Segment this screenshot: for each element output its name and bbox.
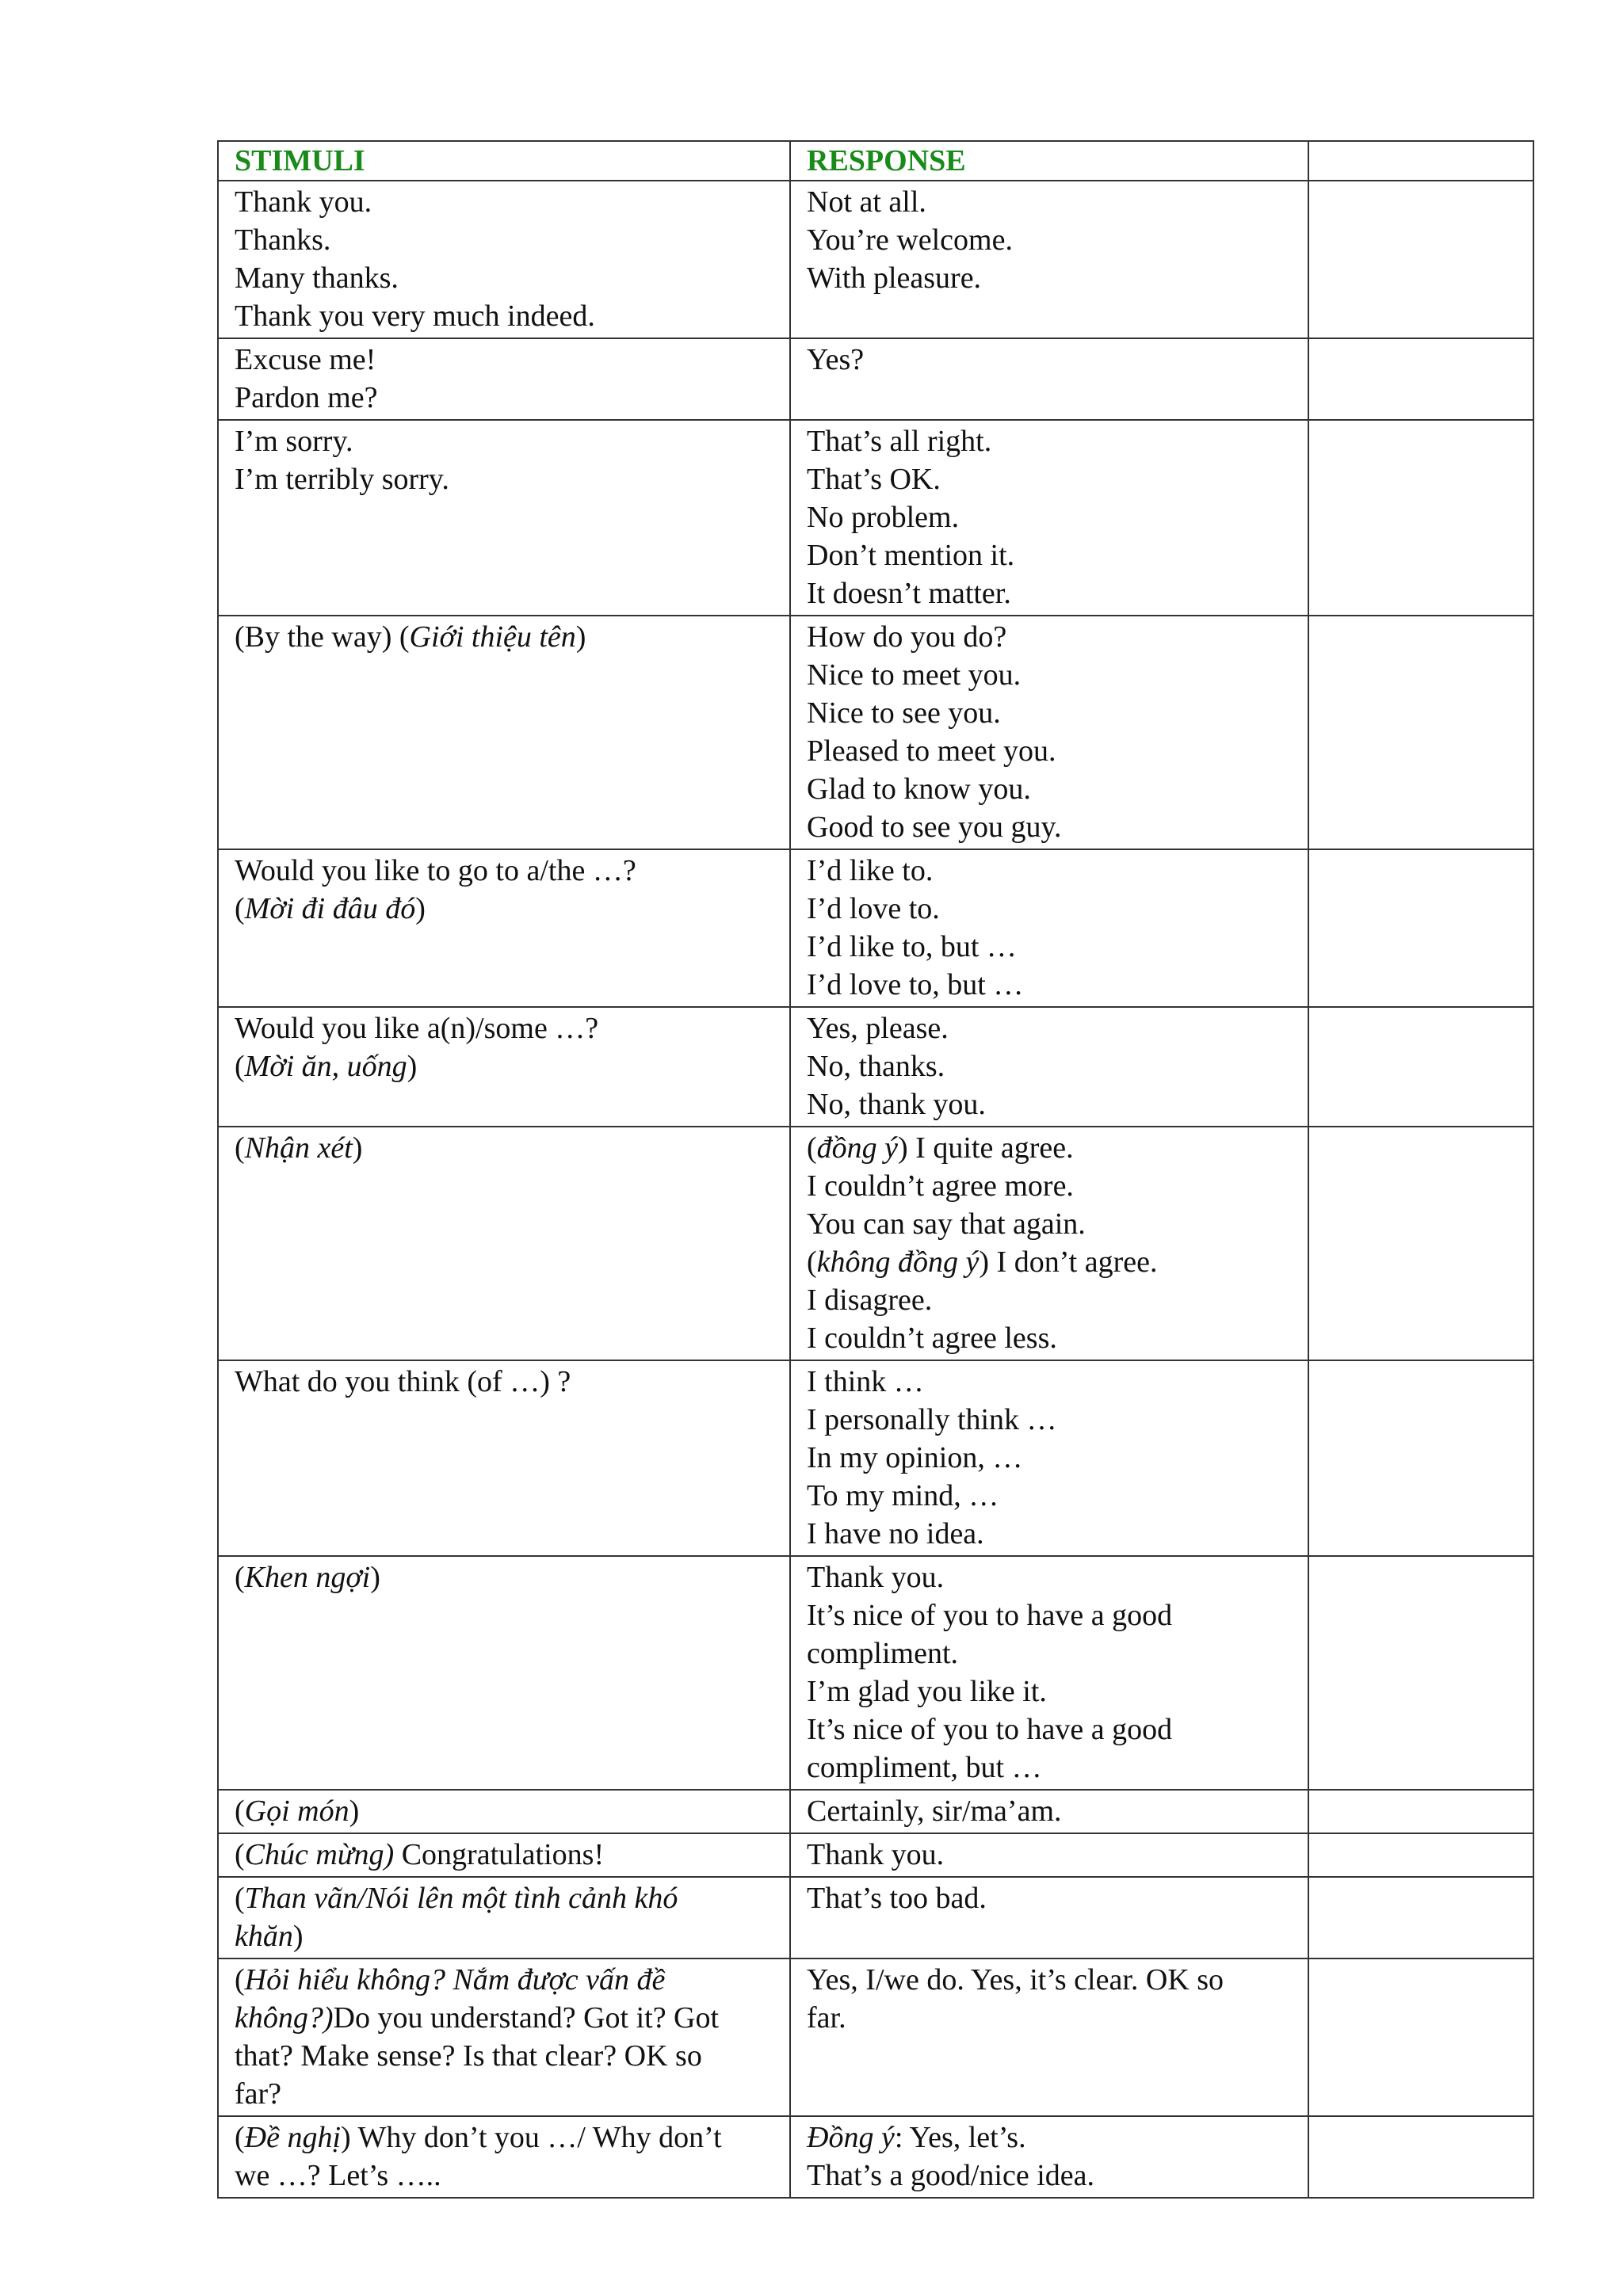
response-cell <box>790 338 1308 420</box>
table-row <box>218 2116 1533 2198</box>
stimuli-cell <box>218 616 790 849</box>
table-row <box>218 420 1533 616</box>
text: ) Why don’t you …/ Why don’t <box>341 2121 722 2154</box>
cell-line <box>807 1129 1295 1167</box>
cell-line <box>807 1515 1295 1553</box>
extra-cell <box>1308 616 1533 849</box>
cell-line <box>235 1879 777 1917</box>
text: we …? Let’s ….. <box>235 2159 441 2192</box>
text: No, thank you. <box>807 1088 986 1121</box>
table-row <box>218 1556 1533 1790</box>
cell-line <box>807 1672 1295 1711</box>
text: that? Make sense? Is that clear? OK so <box>235 2039 702 2073</box>
cell-line <box>235 1129 777 1167</box>
cell-line <box>807 1363 1295 1401</box>
text: How do you do? <box>807 620 1007 654</box>
text: That’s all right. <box>807 425 992 458</box>
text: (By the way) ( <box>235 620 410 654</box>
response-cell <box>790 1360 1308 1556</box>
cell-line <box>235 890 777 928</box>
cell-line <box>235 2157 777 2195</box>
text: I’d love to. <box>807 892 940 925</box>
stimuli-cell <box>218 338 790 420</box>
text: ) <box>407 1050 418 1083</box>
italic-text: Đề nghị <box>244 2121 342 2154</box>
cell-line <box>235 1009 777 1047</box>
cell-line <box>235 1047 777 1085</box>
text: Pleased to meet you. <box>807 734 1056 768</box>
response-cell <box>790 2116 1308 2198</box>
text: Thanks. <box>235 223 331 257</box>
stimuli-cell <box>218 181 790 338</box>
text: It doesn’t matter. <box>807 577 1011 610</box>
cell-line <box>807 259 1295 297</box>
text: It’s nice of you to have a good <box>807 1599 1173 1632</box>
text: far? <box>235 2077 282 2111</box>
italic-text: Mời đi đâu đó <box>244 892 416 925</box>
cell-line <box>807 656 1295 694</box>
extra-cell <box>1308 181 1533 338</box>
response-cell <box>790 1958 1308 2116</box>
text: You’re welcome. <box>807 223 1013 257</box>
text: Would you like to go to a/the …? <box>235 854 636 887</box>
cell-line <box>807 1439 1295 1477</box>
stimuli-cell <box>218 420 790 616</box>
cell-line <box>235 2075 777 2113</box>
cell-line <box>807 808 1295 846</box>
extra-cell <box>1308 1790 1533 1833</box>
italic-text: Chúc mừng) <box>244 1838 395 1871</box>
cell-line <box>807 1836 1295 1874</box>
text: Good to see you guy. <box>807 810 1062 844</box>
stimuli-cell <box>218 1877 790 1958</box>
text: Glad to know you. <box>807 772 1031 806</box>
text: Would you like a(n)/some …? <box>235 1012 599 1045</box>
text: To my mind, … <box>807 1479 999 1512</box>
extra-cell <box>1308 1127 1533 1360</box>
text: Pardon me? <box>235 381 378 414</box>
extra-cell <box>1308 1556 1533 1790</box>
text: Certainly, sir/ma’am. <box>807 1794 1062 1828</box>
text: far. <box>807 2001 846 2035</box>
header-response: RESPONSE <box>790 141 1308 181</box>
text: That’s OK. <box>807 463 941 496</box>
cell-line <box>807 1711 1295 1749</box>
text: I have no idea. <box>807 1517 984 1550</box>
table-header-row <box>218 141 1533 181</box>
text: : Yes, let’s. <box>894 2121 1026 2154</box>
text: Yes, please. <box>807 1012 949 1045</box>
cell-line <box>807 460 1295 498</box>
cell-line <box>807 1558 1295 1596</box>
stimuli-cell <box>218 1556 790 1790</box>
cell-line <box>807 1047 1295 1085</box>
cell-line <box>807 2157 1295 2195</box>
text: ( <box>235 1050 245 1083</box>
cell-line <box>807 1085 1295 1123</box>
table-row <box>218 849 1533 1007</box>
text: ( <box>235 1794 245 1828</box>
cell-line <box>807 1477 1295 1515</box>
text: ( <box>235 1131 245 1165</box>
cell-line <box>235 1836 777 1874</box>
stimuli-cell <box>218 2116 790 2198</box>
text: No problem. <box>807 501 960 534</box>
text: What do you think (of …) ? <box>235 1365 571 1398</box>
extra-cell <box>1308 1360 1533 1556</box>
cell-line <box>807 1596 1295 1634</box>
text: That’s too bad. <box>807 1882 987 1915</box>
text: I couldn’t agree more. <box>807 1169 1074 1203</box>
extra-cell <box>1308 849 1533 1007</box>
cell-line <box>235 1999 777 2037</box>
extra-cell <box>1308 338 1533 420</box>
italic-text: Đồng ý <box>807 2121 895 2154</box>
cell-line <box>807 1961 1295 1999</box>
cell-line <box>807 1205 1295 1243</box>
response-cell <box>790 616 1308 849</box>
text: Excuse me! <box>235 343 376 376</box>
cell-line <box>807 890 1295 928</box>
text: compliment, but … <box>807 1751 1042 1784</box>
text: I’d like to, but … <box>807 930 1017 963</box>
cell-line <box>807 1879 1295 1917</box>
italic-text: không đồng ý <box>816 1245 980 1279</box>
cell-line <box>807 1319 1295 1357</box>
stimuli-cell <box>218 1833 790 1877</box>
cell-line <box>807 183 1295 221</box>
text: ( <box>235 2121 245 2154</box>
text: ( <box>235 1561 245 1594</box>
text: ( <box>235 1963 245 1997</box>
text: Do you understand? Got it? Got <box>333 2001 720 2035</box>
cell-line <box>807 928 1295 966</box>
text: That’s a good/nice idea. <box>807 2159 1094 2192</box>
extra-cell <box>1308 2116 1533 2198</box>
cell-line <box>807 1243 1295 1281</box>
extra-cell <box>1308 1958 1533 2116</box>
cell-line <box>807 770 1295 808</box>
cell-line <box>235 2119 777 2157</box>
cell-line <box>807 852 1295 890</box>
cell-line <box>807 966 1295 1004</box>
cell-line <box>235 1363 777 1401</box>
cell-line <box>807 422 1295 460</box>
text: I’m glad you like it. <box>807 1675 1047 1708</box>
text: Many thanks. <box>235 261 399 295</box>
cell-line <box>235 1961 777 1999</box>
cell-line <box>807 1999 1295 2037</box>
stimuli-cell <box>218 1958 790 2116</box>
text: Yes? <box>807 343 865 376</box>
table-row <box>218 1127 1533 1360</box>
text: Thank you. <box>807 1561 945 1594</box>
table-row <box>218 1007 1533 1127</box>
text: I couldn’t agree less. <box>807 1322 1057 1355</box>
table-body <box>218 181 1533 2198</box>
text: ( <box>235 892 245 925</box>
text: No, thanks. <box>807 1050 945 1083</box>
cell-line <box>235 2037 777 2075</box>
text: Yes, I/we do. Yes, it’s clear. OK so <box>807 1963 1224 1997</box>
text: I disagree. <box>807 1283 933 1317</box>
text: ( <box>807 1131 817 1165</box>
cell-line <box>235 297 777 335</box>
text: I personally think … <box>807 1403 1057 1436</box>
cell-line <box>235 422 777 460</box>
response-cell <box>790 420 1308 616</box>
extra-cell <box>1308 1833 1533 1877</box>
cell-line <box>235 1917 777 1955</box>
italic-text: Mời ăn, uống <box>244 1050 407 1083</box>
text: ) I don’t agree. <box>979 1245 1158 1279</box>
cell-line <box>807 618 1295 656</box>
stimuli-cell <box>218 1127 790 1360</box>
text: ( <box>235 1882 245 1915</box>
response-cell <box>790 1556 1308 1790</box>
text: ) <box>370 1561 380 1594</box>
text: ) <box>292 1920 304 1953</box>
cell-line <box>235 618 777 656</box>
text: Congratulations! <box>394 1838 605 1871</box>
italic-text: Khen ngợi <box>244 1561 371 1594</box>
response-cell <box>790 1877 1308 1958</box>
text: In my opinion, … <box>807 1441 1023 1474</box>
text: I’d like to. <box>807 854 934 887</box>
italic-text: Giới thiệu tên <box>409 620 576 654</box>
response-cell <box>790 1833 1308 1877</box>
cell-line <box>807 732 1295 770</box>
text: You can say that again. <box>807 1207 1086 1241</box>
cell-line <box>807 1749 1295 1787</box>
italic-text: Hỏi hiểu không? Nắm được vấn đề <box>244 1963 666 1997</box>
text: I think … <box>807 1365 924 1398</box>
text: ) <box>352 1131 363 1165</box>
stimuli-cell <box>218 1790 790 1833</box>
text: ) I quite agree. <box>898 1131 1074 1165</box>
table-row <box>218 181 1533 338</box>
cell-line <box>807 221 1295 259</box>
table-row <box>218 1877 1533 1958</box>
cell-line <box>807 536 1295 574</box>
text: Don’t mention it. <box>807 539 1015 572</box>
text: Thank you very much indeed. <box>235 299 595 333</box>
response-cell <box>790 849 1308 1007</box>
text: ) <box>415 892 426 925</box>
text: Nice to meet you. <box>807 658 1022 692</box>
italic-text: khăn <box>235 1920 293 1953</box>
extra-cell <box>1308 1007 1533 1127</box>
text: With pleasure. <box>807 261 982 295</box>
stimuli-response-table <box>217 140 1534 2199</box>
cell-line <box>807 2119 1295 2157</box>
cell-line <box>235 379 777 417</box>
text: Not at all. <box>807 185 926 219</box>
cell-line <box>807 1401 1295 1439</box>
cell-line <box>807 1634 1295 1672</box>
cell-line <box>807 1167 1295 1205</box>
response-cell <box>790 1790 1308 1833</box>
text: Thank you. <box>235 185 372 219</box>
text: I’m sorry. <box>235 425 353 458</box>
italic-text: đồng ý <box>816 1131 899 1165</box>
cell-line <box>235 341 777 379</box>
text: It’s nice of you to have a good <box>807 1713 1173 1746</box>
italic-text: Nhận xét <box>244 1131 353 1165</box>
cell-line <box>807 694 1295 732</box>
table-row <box>218 1833 1533 1877</box>
cell-line <box>235 1792 777 1830</box>
text: ) <box>349 1794 360 1828</box>
cell-line <box>235 259 777 297</box>
extra-cell <box>1308 1877 1533 1958</box>
italic-text: không?) <box>235 2001 334 2035</box>
stimuli-cell <box>218 1007 790 1127</box>
cell-line <box>235 1558 777 1596</box>
text: I’d love to, but … <box>807 968 1024 1001</box>
table-row <box>218 1360 1533 1556</box>
text: Thank you. <box>807 1838 945 1871</box>
text: Nice to see you. <box>807 696 1001 730</box>
header-stimuli: STIMULI <box>218 141 790 181</box>
cell-line <box>235 460 777 498</box>
stimuli-cell <box>218 849 790 1007</box>
cell-line <box>235 852 777 890</box>
table-row <box>218 1790 1533 1833</box>
text: compliment. <box>807 1637 959 1670</box>
cell-line <box>807 341 1295 379</box>
cell-line <box>807 1009 1295 1047</box>
stimuli-cell <box>218 1360 790 1556</box>
table-row <box>218 1958 1533 2116</box>
cell-line <box>807 498 1295 536</box>
text: I’m terribly sorry. <box>235 463 449 496</box>
table-row <box>218 616 1533 849</box>
response-cell <box>790 1127 1308 1360</box>
response-cell <box>790 1007 1308 1127</box>
italic-text: Than vãn/Nói lên một tình cảnh khó <box>244 1882 678 1915</box>
text: ( <box>807 1245 817 1279</box>
cell-line <box>235 221 777 259</box>
cell-line <box>807 574 1295 612</box>
text: ( <box>235 1838 245 1871</box>
cell-line <box>807 1792 1295 1830</box>
extra-cell <box>1308 420 1533 616</box>
header-extra <box>1308 141 1533 181</box>
cell-line <box>235 183 777 221</box>
cell-line <box>807 1281 1295 1319</box>
italic-text: Gọi món <box>244 1794 349 1828</box>
text: ) <box>575 620 586 654</box>
response-cell <box>790 181 1308 338</box>
table-row <box>218 338 1533 420</box>
